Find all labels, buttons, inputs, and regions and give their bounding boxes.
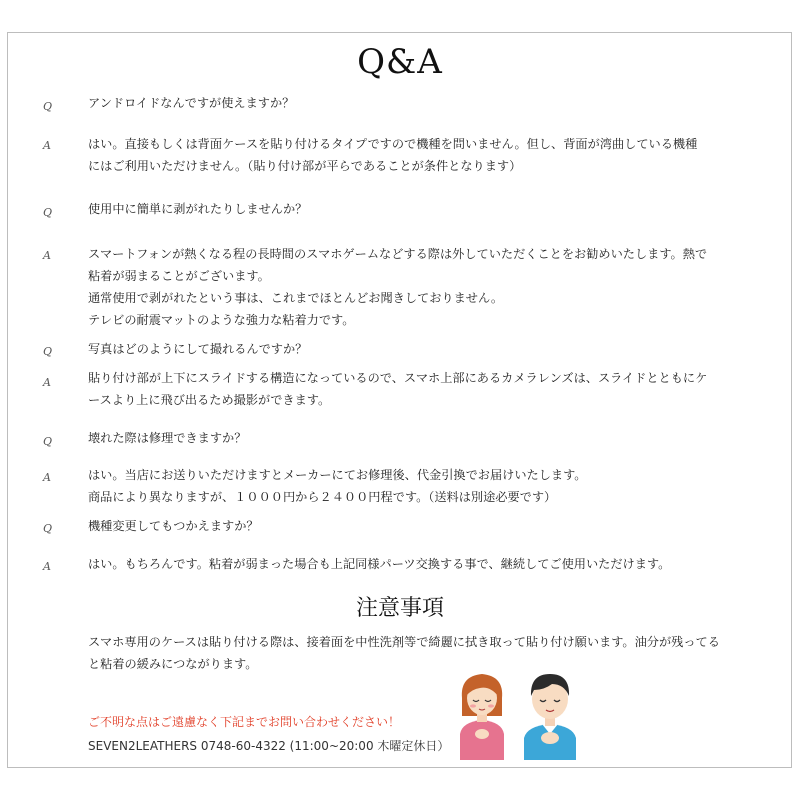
a-mark: A <box>43 560 51 573</box>
notes-line: スマホ専用のケースは貼り付ける際は、接着面を中性洗剤等で綺麗に拭き取って貼り付け願います。油分が残ってる <box>88 635 720 649</box>
answer-line: 通常使用で剥がれたという事は、これまでほとんどお聞きしておりません。 <box>88 291 504 305</box>
notes-title: 注意事項 <box>355 596 444 621</box>
answer-line: 粘着が弱まることがございます。 <box>88 269 270 283</box>
q-mark: Q <box>43 100 53 113</box>
question-text: 機種変更してもつかえますか？ <box>88 519 259 533</box>
q-mark: Q <box>43 522 53 535</box>
woman-figure <box>460 674 504 760</box>
question-text: 写真はどのようにして撮れるんですか？ <box>88 342 308 356</box>
question-text: 使用中に簡単に剥がれたりしませんか？ <box>88 202 308 216</box>
question-text: アンドロイドなんですが使えますか？ <box>88 96 295 110</box>
answer-line: 商品により異なりますが、１０００円から２４００円程です。（送料は別途必要です） <box>88 490 557 504</box>
a-mark: A <box>43 471 51 484</box>
answer-line: ースより上に飛び出るため撮影ができます。 <box>88 393 331 407</box>
contact-info: SEVEN2LEATHERS 0748-60-4322 (11:00~20:00 木曜定休日） <box>88 739 450 753</box>
man-figure <box>524 674 576 760</box>
staff-illustration <box>452 668 602 760</box>
a-mark: A <box>43 139 51 152</box>
answer-line: はい。もちろんです。粘着が弱まった場合も上記同様パーツ交換する事で、継続してご使用いただけます。 <box>88 557 671 571</box>
answer-line: スマートフォンが熱くなる程の長時間のスマホゲームなどする際は外していただくことをお勧めいたします。熱で <box>88 247 708 261</box>
notes-line: と粘着の緩みにつながります。 <box>88 657 258 671</box>
a-mark: A <box>43 249 51 262</box>
answer-line: テレビの耐震マットのような強力な粘着力です。 <box>88 313 355 327</box>
a-mark: A <box>43 376 51 389</box>
q-mark: Q <box>43 345 53 358</box>
contact-cta: ご不明な点はご遠慮なく下記までお問い合わせください！ <box>88 715 401 729</box>
question-text: 壊れた際は修理できますか？ <box>88 431 247 445</box>
answer-line: はい。当店にお送りいただけますとメーカーにてお修理後、代金引換でお届けいたします。 <box>88 468 587 482</box>
q-mark: Q <box>43 206 53 219</box>
page-title: Q&A <box>357 42 443 82</box>
answer-line: 貼り付け部が上下にスライドする構造になっているので、スマホ上部にあるカメラレンズは、スライドとともにケ <box>88 371 708 385</box>
q-mark: Q <box>43 435 53 448</box>
answer-line: にはご利用いただけません。（貼り付け部が平らであることが条件となります） <box>88 159 522 173</box>
answer-line: はい。直接もしくは背面ケースを貼り付けるタイプですので機種を問いません。但し、背面が湾曲している機種 <box>88 137 698 151</box>
